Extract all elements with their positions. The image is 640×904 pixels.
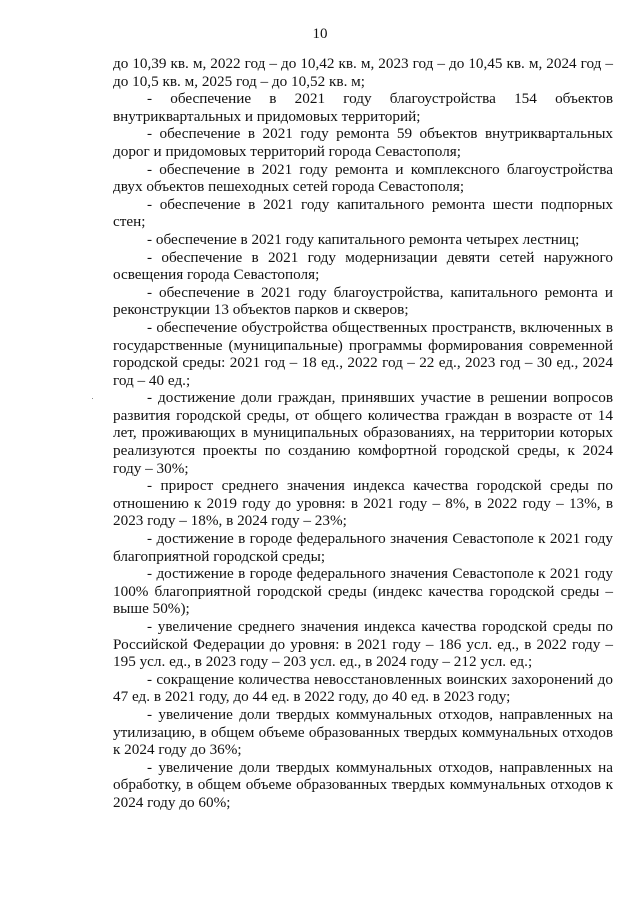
margin-speck: [92, 398, 93, 399]
list-item: - обеспечение в 2021 году капитального ремонта шести подпорных стен;: [113, 195, 613, 231]
list-item: - обеспечение в 2021 году благоустройства, капитального ремонта и реконструкции 13 объектов парков и скверов;: [113, 283, 613, 319]
list-item: - прирост среднего значения индекса качества городской среды по отношению к 2019 году до уровня: в 2021 году – 8%, в 2022 году – 13%, в 2023 году – 18%, в 2024 году – 23%;: [113, 477, 613, 530]
list-item: - сокращение количества невосстановленных воинских захоронений до 47 ед. в 2021 году, до 44 ед. в 2022 году, до 40 ед. в 2023 году;: [113, 670, 613, 706]
list-item: - обеспечение в 2021 году капитального ремонта четырех лестниц;: [147, 230, 580, 248]
document-body: [113, 55, 613, 812]
list-item: - обеспечение обустройства общественных пространств, включенных в государственные (муниципальные) программы формирования современной городской среды: 2021 год – 18 ед., 2022 год – 22 ед., 2023 год – 30 ед., 2024 год – 40 ед.;: [113, 318, 613, 389]
list-item: - увеличение доли твердых коммунальных отходов, направленных на утилизацию, в общем объеме образованных твердых коммунальных отходов к 2024 году до 36%;: [113, 705, 613, 759]
list-item: - достижение в городе федерального значения Севастополе к 2021 году 100% благоприятной городской среды (индекс качества городской среды – выше 50%);: [113, 565, 613, 618]
list-item: - обеспечение в 2021 году ремонта 59 объектов внутриквартальных дорог и придомовых территорий города Севастополя;: [113, 125, 613, 160]
list-item: - достижение доли граждан, принявших участие в решении вопросов развития городской среды, от общего количества граждан в возрасте от 14 лет, проживающих в муниципальных образованиях, на территории которых реализуются проекты по созданию комфортной городской среды, к 2024 году – 30%;: [113, 389, 613, 477]
list-item: - обеспечение в 2021 году модернизации девяти сетей наружного освещения города Севастополя;: [113, 248, 613, 284]
list-item: - увеличение среднего значения индекса качества городской среды по Российской Федерации до уровня: в 2021 году – 186 усл. ед., в 2022 году – 195 усл. ед., в 2023 году – 203 усл. ед., в 2024 году – 212 усл. ед.;: [113, 618, 613, 671]
list-item: - обеспечение в 2021 году благоустройства 154 объектов внутриквартальных и придомовых территорий;: [113, 90, 613, 125]
list-item: - достижение в городе федерального значения Севастополе к 2021 году благоприятной городской среды;: [113, 530, 613, 565]
paragraph-continuation: до 10,39 кв. м, 2022 год – до 10,42 кв. м, 2023 год – до 10,45 кв. м, 2024 год – до 10,5 кв. м, 2025 год – до 10,52 кв. м;: [113, 55, 613, 90]
page-number: 10: [312, 26, 328, 42]
list-item: - обеспечение в 2021 году ремонта и комплексного благоустройства двух объектов пешеходных сетей города Севастополя;: [113, 160, 613, 196]
list-item: - увеличение доли твердых коммунальных отходов, направленных на обработку, в общем объеме образованных твердых коммунальных отходов к 2024 году до 60%;: [113, 758, 613, 811]
